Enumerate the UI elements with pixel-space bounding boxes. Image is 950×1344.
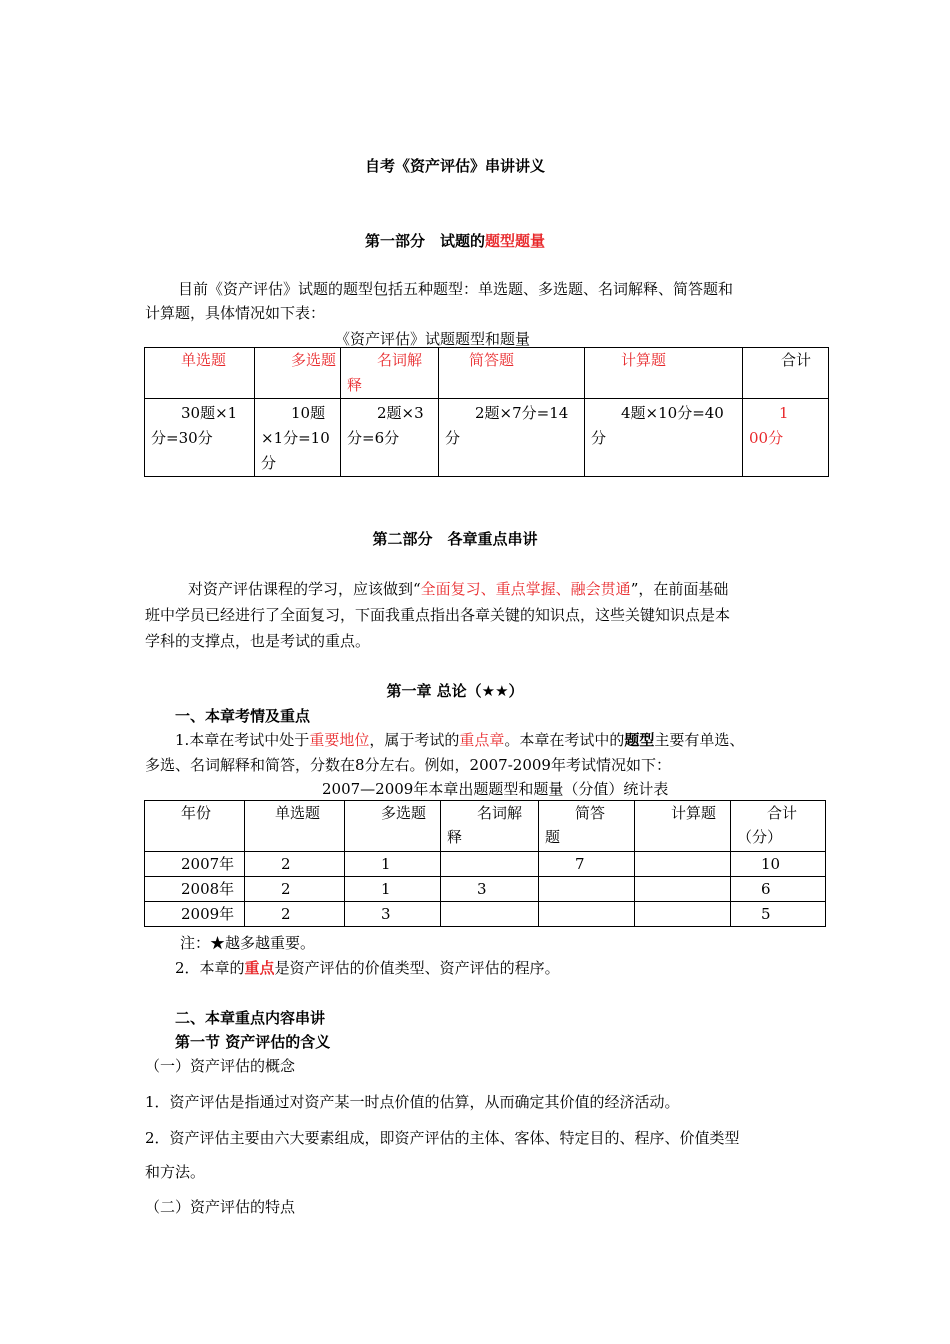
table2-cell	[441, 852, 539, 877]
table1-value-cell: 2题×7分=14分	[439, 399, 585, 477]
item2-text-b: 是资产评估的价值类型、资产评估的程序。	[274, 959, 560, 977]
subheading-features: （二）资产评估的特点	[145, 1198, 296, 1216]
chapter1-item1-line1	[175, 729, 744, 750]
table2-cell: 6	[731, 877, 826, 902]
item1-highlight-2: 重点章	[459, 731, 505, 749]
table-row	[145, 852, 826, 877]
table2-cell: 1	[345, 877, 441, 902]
table1-value-cell: 10题×1分=10分	[255, 399, 341, 477]
table2-cell: 2	[245, 852, 345, 877]
table2-cell: 10	[731, 852, 826, 877]
chapter1-item1-line2: 多选、名词解释和简答，分数在8分左右。例如，2007-2009年考试情况如下：	[145, 756, 671, 774]
table2-cell: 2	[245, 902, 345, 927]
question-type-table	[144, 347, 829, 477]
table2-header-cell: 多选题	[345, 801, 441, 852]
table2-cell	[539, 902, 635, 927]
table2-cell	[635, 877, 731, 902]
table2-header-cell: 单选题	[245, 801, 345, 852]
document-title: 自考《资产评估》串讲讲义	[364, 157, 545, 175]
table2-cell: 5	[731, 902, 826, 927]
part2-para-line2: 班中学员已经进行了全面复习，下面我重点指出各章关键的知识点，这些关键知识点是本	[145, 606, 731, 624]
table2-header-cell: 合计（分）	[731, 801, 826, 852]
table2-header-cell: 计算题	[635, 801, 731, 852]
table2-cell	[441, 902, 539, 927]
table2-cell: 2007年	[145, 852, 245, 877]
item1-bold: 题型	[624, 731, 655, 749]
table1-header-cell: 简答题	[439, 348, 585, 399]
part2-para-start: 对资产评估课程的学习，应该做到“	[188, 580, 421, 598]
table1-value-cell: 4题×10分=40分	[585, 399, 743, 477]
table2-cell: 2009年	[145, 902, 245, 927]
item1-highlight-1: 重要地位	[309, 731, 370, 749]
part2-para-line3: 学科的支撑点，也是考试的重点。	[145, 632, 371, 650]
exam-stats-table	[144, 800, 826, 927]
chapter1-heading: 第一章 总论（★★）	[386, 682, 524, 700]
point-2-line2: 和方法。	[145, 1163, 206, 1181]
table1-value-row	[145, 399, 829, 477]
table2-caption: 2007—2009年本章出题题型和题量（分值）统计表	[322, 780, 669, 798]
table1-value-cell: 100分	[743, 399, 829, 477]
part1-intro-line1: 目前《资产评估》试题的题型包括五种题型：单选题、多选题、名词解释、简答题和	[178, 280, 734, 298]
table2-header-cell: 简答题	[539, 801, 635, 852]
table-row	[145, 902, 826, 927]
table2-cell	[635, 852, 731, 877]
part1-heading-highlight: 题型题量	[485, 232, 546, 250]
subsection-heading: 第一节 资产评估的含义	[175, 1033, 331, 1051]
table2-header-cell: 名词解释	[441, 801, 539, 852]
table2-header-row	[145, 801, 826, 852]
table2-cell: 2008年	[145, 877, 245, 902]
table1-value-cell: 30题×1分=30分	[145, 399, 255, 477]
part2-para-end: ”，在前面基础	[630, 580, 729, 598]
table2-cell	[635, 902, 731, 927]
part2-para-line1	[188, 578, 728, 599]
table2-cell: 1	[345, 852, 441, 877]
table1-header-cell: 单选题	[145, 348, 255, 399]
table1-header-cell: 合计	[743, 348, 829, 399]
part1-heading-prefix: 第一部分 试题的	[364, 232, 485, 250]
section2-heading: 二、本章重点内容串讲	[175, 1009, 326, 1027]
table1-header-cell: 名词解释	[341, 348, 439, 399]
part1-heading	[0, 230, 910, 251]
item1-text-c: 。本章在考试中的	[504, 731, 625, 749]
table2-cell: 3	[441, 877, 539, 902]
table1-header-row	[145, 348, 829, 399]
table1-caption: 《资产评估》试题题型和题量	[335, 330, 531, 348]
table2-header-cell: 年份	[145, 801, 245, 852]
subheading-concept: （一）资产评估的概念	[145, 1057, 296, 1075]
item1-text-b: ，属于考试的	[369, 731, 460, 749]
table2-cell: 7	[539, 852, 635, 877]
chapter1-item2	[175, 957, 560, 978]
table2-note: 注：★越多越重要。	[180, 934, 316, 952]
section1-heading: 一、本章考情及重点	[175, 707, 311, 725]
item1-text-a: 1.本章在考试中处于	[175, 731, 310, 749]
table2-cell: 3	[345, 902, 441, 927]
table1-value-cell: 2题×3分=6分	[341, 399, 439, 477]
part2-heading: 第二部分 各章重点串讲	[372, 530, 538, 548]
table-row	[145, 877, 826, 902]
item2-text-a: 2．本章的	[175, 959, 245, 977]
table1-header-cell: 计算题	[585, 348, 743, 399]
point-1: 1．资产评估是指通过对资产某一时点价值的估算，从而确定其价值的经济活动。	[145, 1093, 680, 1111]
part2-para-highlight: 全面复习、重点掌握、融会贯通	[420, 580, 631, 598]
part1-intro-line2: 计算题，具体情况如下表：	[145, 304, 326, 322]
table1-header-cell: 多选题	[255, 348, 341, 399]
item2-bold: 重点	[244, 959, 275, 977]
table2-cell: 2	[245, 877, 345, 902]
item1-text-d: 主要有单选、	[654, 731, 745, 749]
table2-cell	[539, 877, 635, 902]
point-2-line1: 2．资产评估主要由六大要素组成，即资产评估的主体、客体、特定目的、程序、价值类型	[145, 1129, 740, 1147]
